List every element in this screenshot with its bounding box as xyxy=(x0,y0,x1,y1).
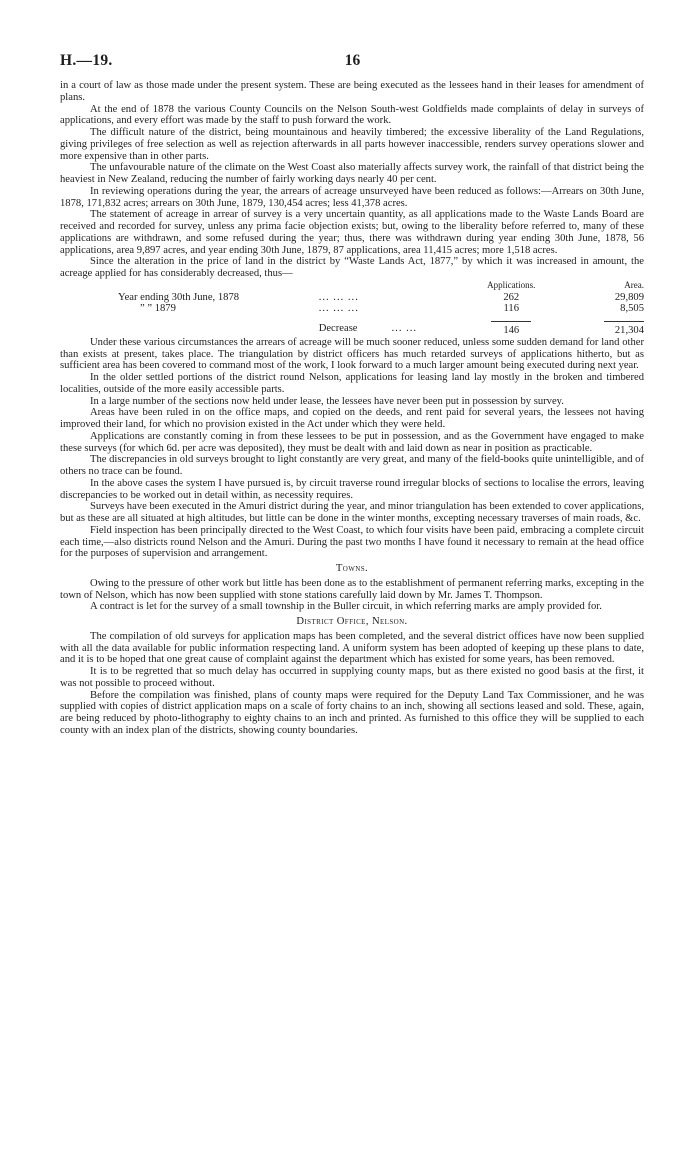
paragraph: Under these various circumstances the arrears of acreage will be much sooner reduced, unless some sudden demand for land other than exists at present, takes place. The triangulation by district officers has much retarded surveys of applications hitherto, but as sufficient area has been covered to command most of the work, I look forward to a much larger amount being executed during next year. xyxy=(60,336,644,372)
paragraph: In reviewing operations during the year, the arrears of acreage unsurveyed have been reduced as follows:—Arrears on 30th June, 1878, 171,832 acres; arrears on 30th June, 1879, 130,454 acres; less 41,378 acres. xyxy=(60,185,644,209)
table-row xyxy=(60,303,644,315)
paragraph: Since the alteration in the price of land in the district by “Waste Lands Act, 1877,” by which it was increased in amount, the acreage applied for has considerably decreased, thus— xyxy=(60,256,644,279)
row-leader-dots: ... ... ... xyxy=(318,303,359,315)
paragraph: In the above cases the system I have pursued is, by circuit traverse round irregular blocks of sections to localise the errors, leaving discrepancies to be worked out in detail within, as necessity requires. xyxy=(60,477,644,501)
section-district-office xyxy=(60,631,644,737)
paragraph: A contract is let for the survey of a small township in the Buller circuit, in which referring marks are amply provided for. xyxy=(90,601,602,613)
acreage-table xyxy=(60,280,644,337)
paragraph: Field inspection has been principally directed to the West Coast, to which four visits have been paid, embracing a complete circuit each time,—also districts round Nelson and the Amuri. During the past two months I have found it necessary to remain at the head office for the purposes of supervision and arrangement. xyxy=(60,524,644,560)
section-towns xyxy=(60,578,644,613)
decrease-applications: 146 xyxy=(491,321,531,337)
paragraph: At the end of 1878 the various County Councils on the Nelson South-west Goldfields made complaints of delay in surveys of applications, and every effort was made by the staff to push forward the work. xyxy=(60,103,644,127)
paragraph: Applications are constantly coming in from these lessees to be put in possession, and as the Government have engaged to make these surveys (for which 6d. per acre was deposited), they must be dealt with and laid down as near in position as practicable. xyxy=(60,430,644,454)
decrease-row xyxy=(60,321,644,337)
parliamentary-paper-ref: H.—19. xyxy=(60,52,113,69)
heading-towns: Towns. xyxy=(335,563,369,574)
page-number: 16 xyxy=(344,52,361,69)
row-label: ” ” 1879 xyxy=(140,303,176,315)
decrease-leader-dots: ... ... xyxy=(391,323,418,334)
paragraph: The unfavourable nature of the climate on the West Coast also materially affects survey work, the rainfall of that district being the heaviest in New Zealand, reducing the number of fairly working days nearly 40 per cent. xyxy=(60,162,644,185)
page-header xyxy=(60,52,645,72)
row-leader-dots: ... ... ... xyxy=(318,291,359,303)
row-label: Year ending 30th June, 1878 xyxy=(118,291,240,303)
table-row xyxy=(60,292,644,304)
decrease-label: Decrease xyxy=(318,323,358,334)
section-surveys xyxy=(60,337,644,560)
paragraph: In the older settled portions of the district round Nelson, applications for leasing land lay mostly in the broken and timbered localities, outside of the more easily accessible parts. xyxy=(60,372,644,395)
paragraph: Surveys have been executed in the Amuri district during the year, and minor triangulation has been extended to cover applications, but as these are all situated at high altitudes, but little can be done in the winter months, excepting necessary traverses of main roads, &c. xyxy=(60,501,644,524)
paragraph: Owing to the pressure of other work but little has been done as to the establishment of permanent referring marks, excepting in the town of Nelson, which has now been supplied with stone stations carefully laid down by Mr. James T. Thompson. xyxy=(60,577,644,601)
paragraph: Before the compilation was finished, plans of county maps were required for the Deputy Land Tax Commissioner, and he was supplied with copies of district application maps on a scale of forty chains to an inch, showing all sections leased and sold. These, again, are being reduced by photo-lithography to eighty chains to an inch and printed. As furnished to this office they will be supplied to each county with an index plan of the districts, showing county boundaries. xyxy=(60,689,644,736)
col-area-header: Area. xyxy=(624,279,644,290)
paragraph: In a large number of the sections now held under lease, the lessees have never been put in possession by survey. xyxy=(90,395,564,407)
paragraph: The difficult nature of the district, being mountainous and heavily timbered; the excessive liberality of the Land Regulations, giving privileges of free selection as well as rejection afterwards in all parts however inaccessible, renders survey operations slower and more expensive than in other parts. xyxy=(60,127,644,162)
row-area: 8,505 xyxy=(620,303,644,315)
paragraph: The discrepancies in old surveys brought to light constantly are very great, and many of the field-books quite unintelligible, and of others no trace can be found. xyxy=(60,454,644,477)
document-body xyxy=(60,80,644,737)
paragraph: Areas have been ruled in on the office maps, and copied on the deeds, and rent paid for several years, the lessees not having improved their land, for which no provision existed in the Act under which they were held. xyxy=(60,407,644,430)
heading-district-office: District Office, Nelson. xyxy=(296,616,408,627)
paragraph: It is to be regretted that so much delay has occurred in supplying county maps, but as there existed no good basis at the first, it was not possible to proceed without. xyxy=(60,666,644,689)
paragraph: The statement of acreage in arrear of survey is a very uncertain quantity, as all applications made to the Waste Lands Board are received and recorded for survey, unless any prima facie objection exists; but, owing to the liberality before referred to, many of these applications are withdrawn, and some refused during the year; thus, there was withdrawn during year ending 30th June, 1878, 56 applications, area 9,897 acres, and year ending 30th June, 1879, 87 applications, area 11,415 acres; more 1,518 acres. xyxy=(60,209,644,256)
section-arrears xyxy=(60,80,644,280)
decrease-area: 21,304 xyxy=(604,321,644,337)
col-applications-header: Applications. xyxy=(487,279,536,290)
row-applications: 116 xyxy=(503,303,520,315)
paragraph: in a court of law as those made under the present system. These are being executed as the lessees hand in their leases for amendment of plans. xyxy=(60,80,644,103)
row-area: 29,809 xyxy=(614,291,644,303)
row-applications: 262 xyxy=(503,291,520,303)
table-header-row xyxy=(60,280,644,292)
paragraph: The compilation of old surveys for application maps has been completed, and the several district offices have now been supplied with all the data available for public information respecting land. A uniform system has been adopted of keeping up these plans to date, and it is to be hoped that one great cause of complaint against the department which has existed for some years, has been removed. xyxy=(60,630,644,666)
